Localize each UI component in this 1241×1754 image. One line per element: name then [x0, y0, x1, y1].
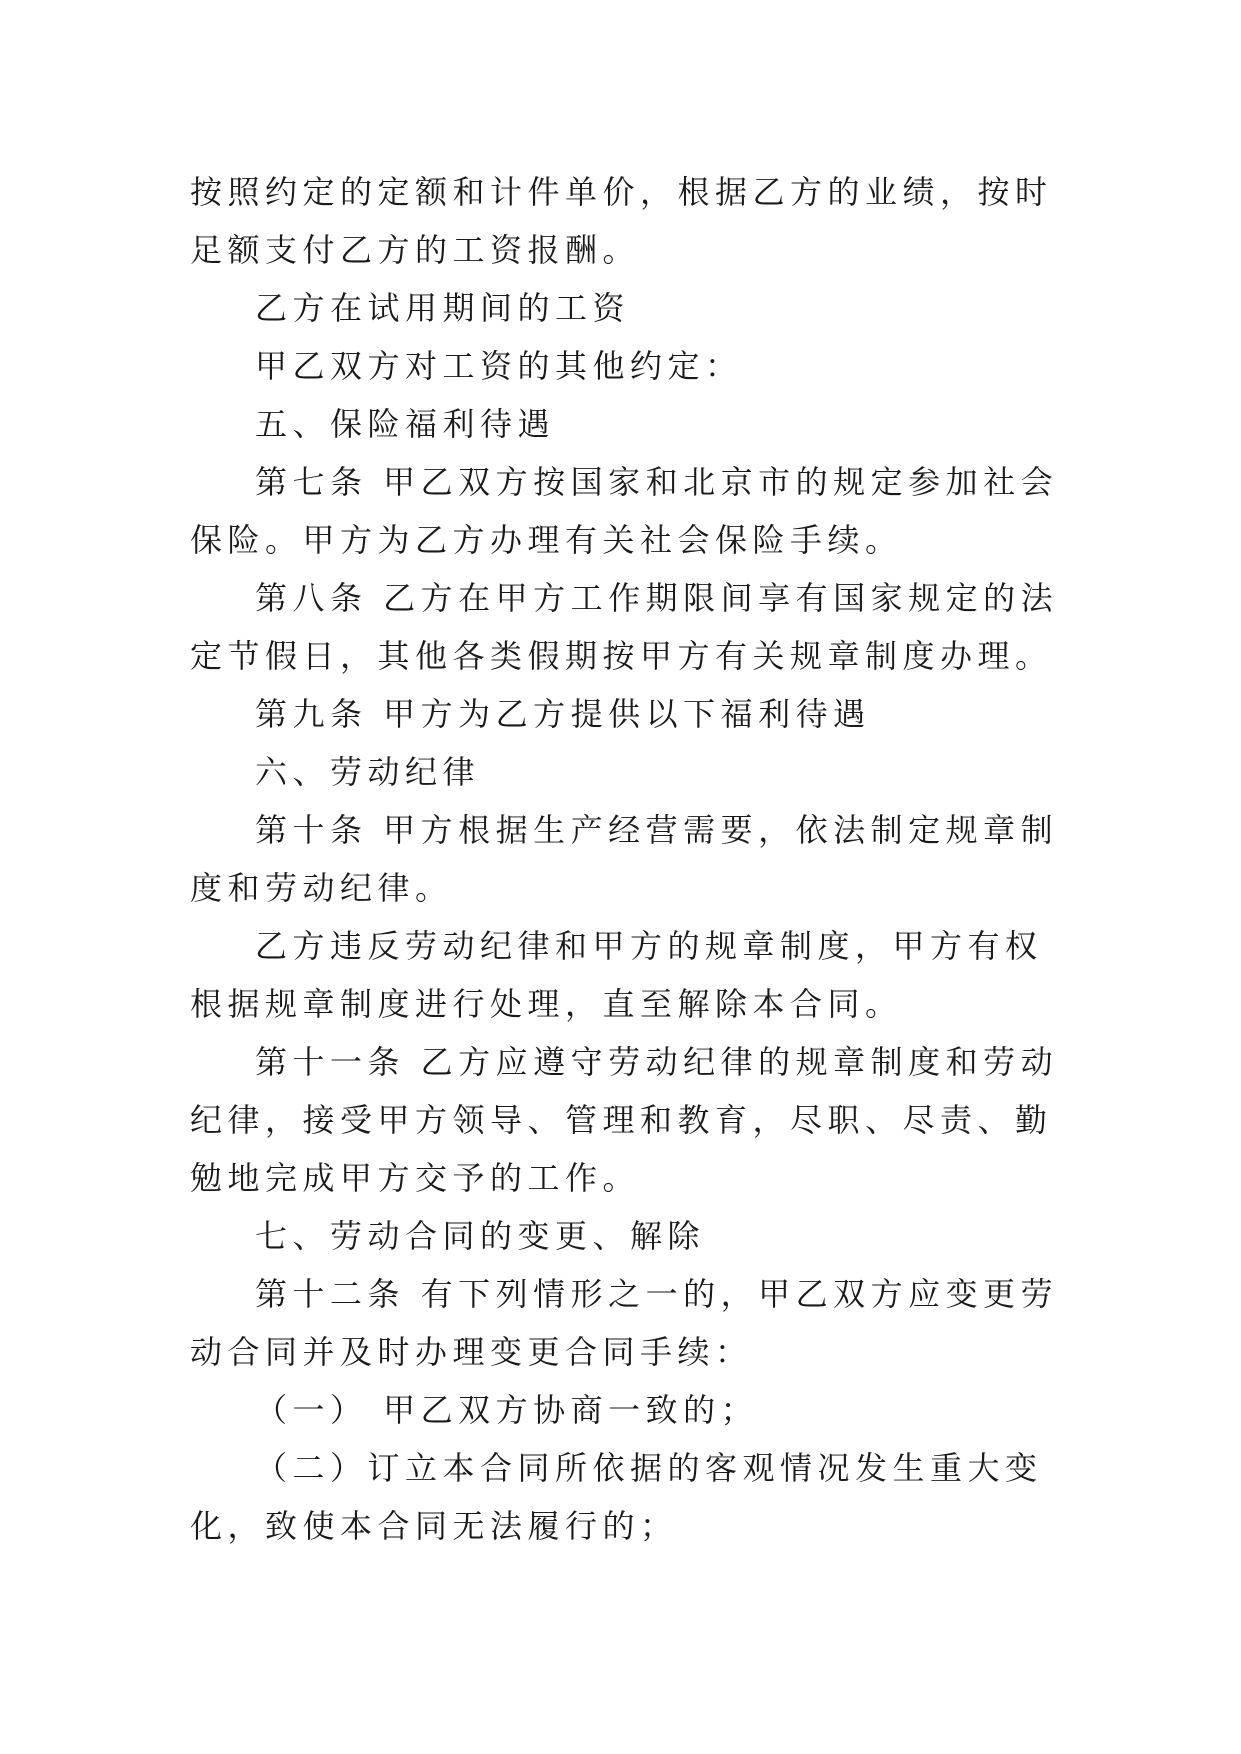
list-item: （二）订立本合同所依据的客观情况发生重大变化，致使本合同无法履行的； — [190, 1449, 1043, 1545]
paragraph: 第七条 甲乙双方按国家和北京市的规定参加社会保险。甲方为乙方办理有关社会保险手续。 — [190, 463, 1059, 559]
paragraph: 第八条 乙方在甲方工作期限间享有国家规定的法定节假日，其他各类假期按甲方有关规章制度办理。 — [190, 579, 1059, 675]
paragraph: 第十二条 有下列情形之一的，甲乙双方应变更劳动合同并及时办理变更合同手续： — [190, 1275, 1059, 1371]
paragraph: 乙方违反劳动纪律和甲方的规章制度，甲方有权根据规章制度进行处理，直至解除本合同。 — [190, 927, 1043, 1023]
document-body — [190, 163, 1060, 1555]
paragraph: 乙方在试用期间的工资 — [255, 289, 631, 327]
paragraph: 第十一条 乙方应遵守劳动纪律的规章制度和劳动纪律，接受甲方领导、管理和教育，尽职、尽责、勤勉地完成甲方交予的工作。 — [190, 1043, 1059, 1197]
paragraph: 第九条 甲方为乙方提供以下福利待遇 — [255, 695, 871, 733]
section-heading: 七、劳动合同的变更、解除 — [255, 1217, 706, 1255]
section-heading: 五、保险福利待遇 — [255, 405, 556, 443]
section-heading: 六、劳动纪律 — [255, 753, 481, 791]
paragraph: 按照约定的定额和计件单价，根据乙方的业绩，按时足额支付乙方的工资报酬。 — [190, 173, 1053, 269]
list-item: （一） 甲乙双方协商一致的； — [255, 1391, 759, 1429]
paragraph: 第十条 甲方根据生产经营需要，依法制定规章制度和劳动纪律。 — [190, 811, 1059, 907]
paragraph: 甲乙双方对工资的其他约定： — [255, 347, 743, 385]
